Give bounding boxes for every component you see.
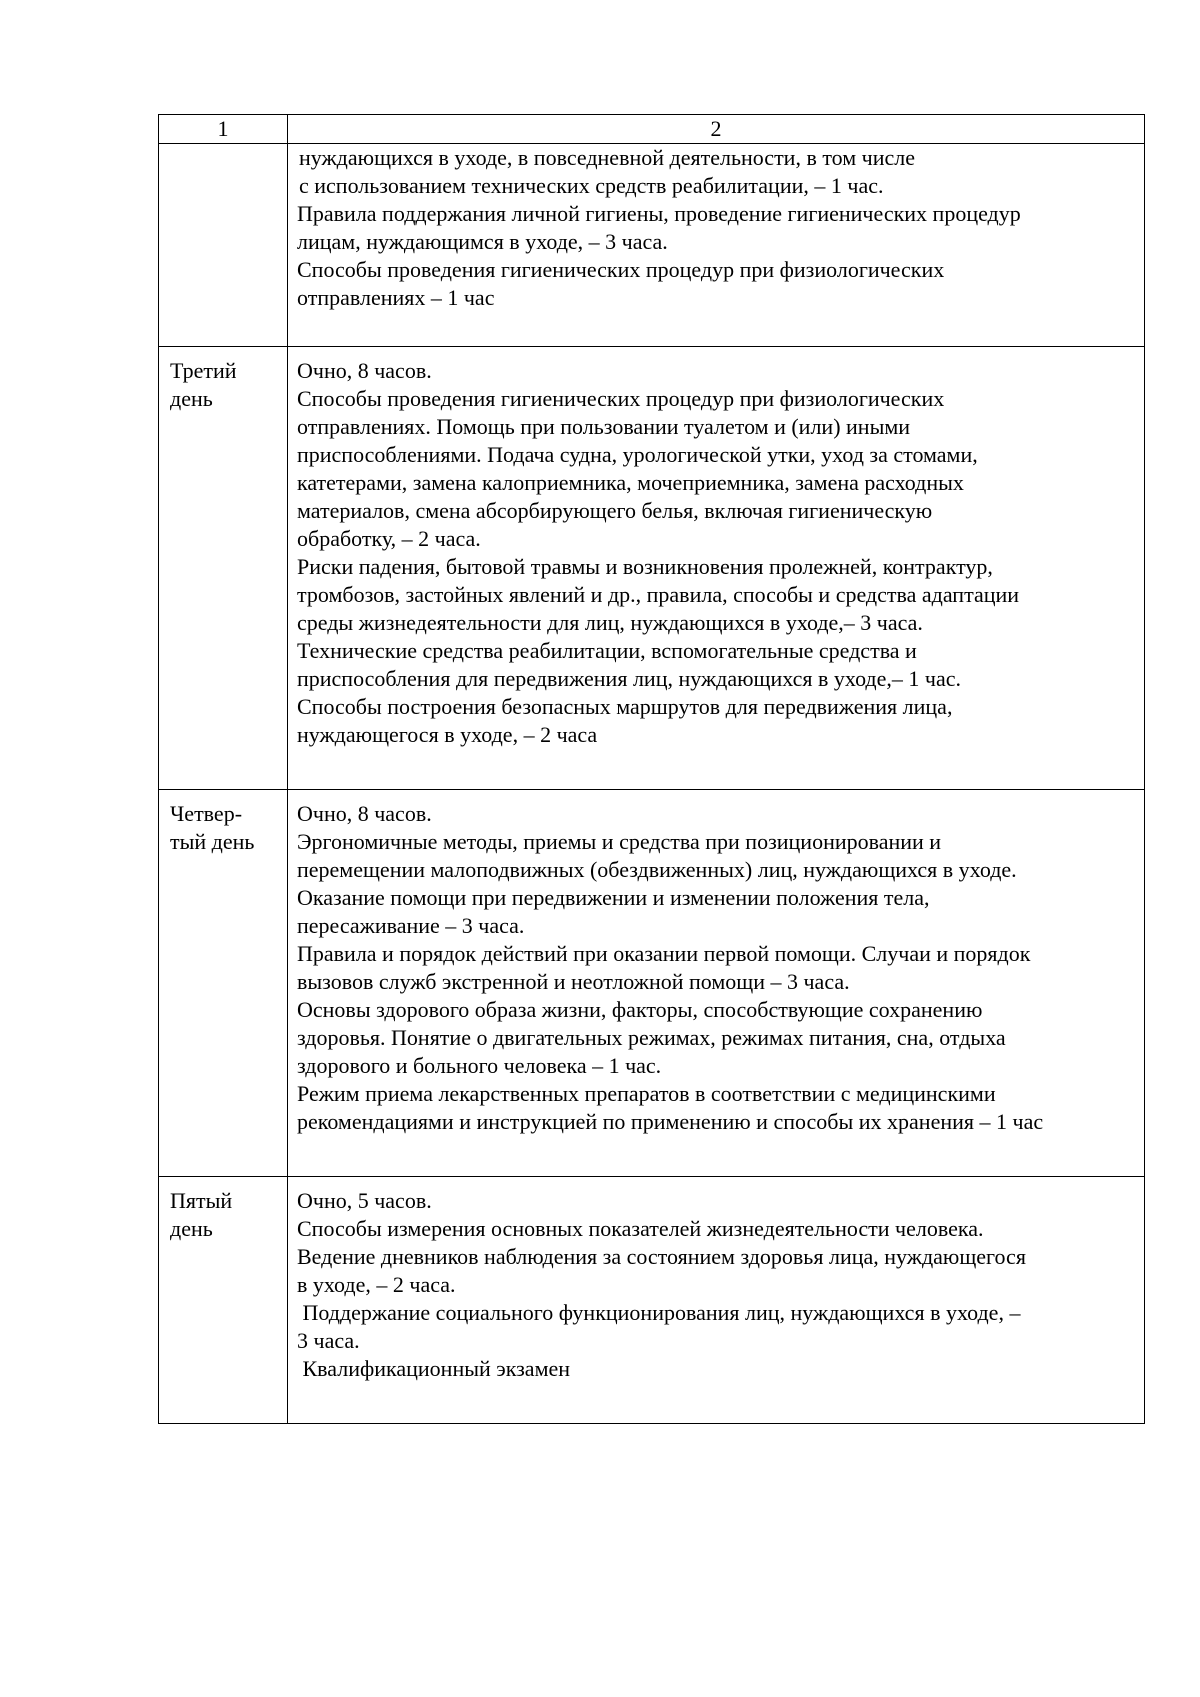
content-line: лицам, нуждающимся в уходе, – 3 часа.	[297, 229, 668, 254]
content-line: рекомендациями и инструкцией по применению и способы их хранения – 1 час	[297, 1109, 1044, 1134]
content-line: отправлениях. Помощь при пользовании туалетом и (или) иными	[297, 414, 911, 439]
content-line: Способы проведения гигиенических процедур при физиологических	[297, 257, 945, 282]
day-cell	[159, 347, 288, 790]
content-line: Способы проведения гигиенических процедур при физиологических	[297, 386, 945, 411]
content-line: с использованием технических средств реабилитации, – 1 час.	[299, 173, 884, 198]
content-line: обработку, – 2 часа.	[297, 526, 481, 551]
content-line: Риски падения, бытовой травмы и возникновения пролежней, контрактур,	[297, 554, 993, 579]
content-line: отправлениях – 1 час	[297, 285, 495, 310]
content-line: среды жизнедеятельности для лиц, нуждающихся в уходе,– 3 часа.	[297, 610, 923, 635]
content-line: тромбозов, застойных явлений и др., правила, способы и средства адаптации	[297, 582, 1020, 607]
day-label: Третий день	[170, 358, 237, 411]
content-line: Режим приема лекарственных препаратов в соответствии с медицинскими	[297, 1081, 996, 1106]
content-line: Правила и порядок действий при оказании первой помощи. Случаи и порядок	[297, 941, 1031, 966]
header-col-2: 2	[288, 115, 1145, 144]
content-cell	[288, 144, 1145, 347]
content-line: Очно, 5 часов.	[297, 1188, 432, 1213]
content-line: в уходе, – 2 часа.	[297, 1272, 456, 1297]
schedule-table	[158, 114, 1145, 1424]
content-line: Основы здорового образа жизни, факторы, способствующие сохранению	[297, 997, 983, 1022]
content-line: пересаживание – 3 часа.	[297, 913, 525, 938]
header-row	[159, 115, 1145, 144]
content-line: Оказание помощи при передвижении и изменении положения тела,	[297, 885, 930, 910]
content-line: приспособлениями. Подача судна, урологической утки, уход за стомами,	[297, 442, 978, 467]
content-line: Эргономичные методы, приемы и средства при позиционировании и	[297, 829, 942, 854]
header-col-1: 1	[159, 115, 288, 144]
content-cell	[288, 790, 1145, 1177]
day-label: Пятый день	[170, 1188, 233, 1241]
content-line: Очно, 8 часов.	[297, 801, 432, 826]
content-line: здорового и больного человека – 1 час.	[297, 1053, 662, 1078]
content-line: вызовов служб экстренной и неотложной помощи – 3 часа.	[297, 969, 850, 994]
table-row-day-3	[159, 347, 1145, 790]
table-row-day-5	[159, 1177, 1145, 1424]
content-line: Правила поддержания личной гигиены, проведение гигиенических процедур	[297, 201, 1021, 226]
content-line: нуждающихся в уходе, в повседневной деятельности, в том числе	[299, 145, 916, 170]
day-cell	[159, 790, 288, 1177]
day-cell	[159, 144, 288, 347]
day-cell	[159, 1177, 288, 1424]
content-line: Способы построения безопасных маршрутов для передвижения лица,	[297, 694, 953, 719]
day-label: Четвер- тый день	[170, 801, 255, 854]
content-line: Ведение дневников наблюдения за состоянием здоровья лица, нуждающегося	[297, 1244, 1026, 1269]
content-line: Поддержание социального функционирования лиц, нуждающихся в уходе, –	[297, 1300, 1021, 1325]
content-line: Технические средства реабилитации, вспомогательные средства и	[297, 638, 917, 663]
content-cell	[288, 347, 1145, 790]
content-line: 3 часа.	[297, 1328, 360, 1353]
content-line: Квалификационный экзамен	[297, 1356, 571, 1381]
content-line: Способы измерения основных показателей жизнедеятельности человека.	[297, 1216, 984, 1241]
table-row-day-4	[159, 790, 1145, 1177]
content-line: здоровья. Понятие о двигательных режимах, режимах питания, сна, отдыха	[297, 1025, 1006, 1050]
content-line: Очно, 8 часов.	[297, 358, 432, 383]
content-cell	[288, 1177, 1145, 1424]
table-row-continuation	[159, 144, 1145, 347]
content-line: приспособления для передвижения лиц, нуждающихся в уходе,– 1 час.	[297, 666, 961, 691]
content-line: нуждающегося в уходе, – 2 часа	[297, 722, 598, 747]
content-line: перемещении малоподвижных (обездвиженных) лиц, нуждающихся в уходе.	[297, 857, 1017, 882]
content-line: катетерами, замена калоприемника, мочеприемника, замена расходных	[297, 470, 964, 495]
content-line: материалов, смена абсорбирующего белья, включая гигиеническую	[297, 498, 933, 523]
